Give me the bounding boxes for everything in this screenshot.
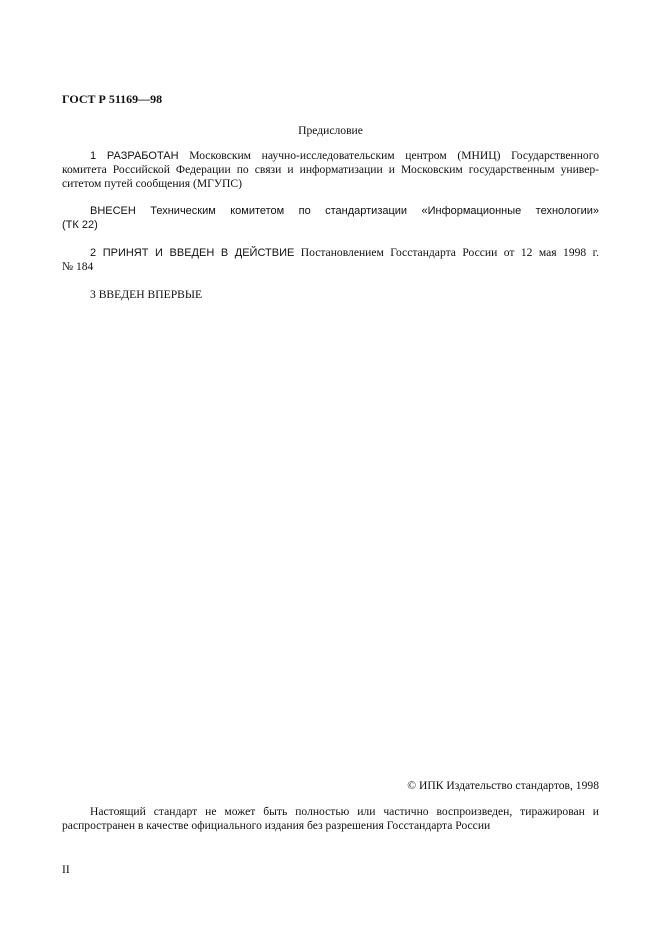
paragraph-2-text: Постановлением Госстандарта России от 12 мая 1998 г. bbox=[300, 246, 599, 259]
paragraph-vnesen-line-2: (ТК 22) bbox=[62, 219, 98, 231]
paragraph-1-line-2: комитета Российской Федерации по связи и информатизации и Московским государственным универ- bbox=[62, 163, 599, 176]
paragraph-1-text: Московским научно-исследовательским центром (МНИЦ) Государственного bbox=[189, 149, 599, 162]
paragraph-2-lead: 2 ПРИНЯТ И ВВЕДЕН В ДЕЙСТВИЕ bbox=[90, 247, 295, 259]
paragraph-2-line-2: № 184 bbox=[62, 260, 94, 273]
paragraph-1-lead: 1 РАЗРАБОТАН bbox=[90, 150, 179, 162]
paragraph-vnesen-line-1: ВНЕСЕН Техническим комитетом по стандартизации «Информационные технологии» bbox=[90, 205, 599, 217]
paragraph-2-line-1 bbox=[90, 246, 599, 260]
copyright: © ИПК Издательство стандартов, 1998 bbox=[407, 779, 599, 792]
paragraph-1-line-3: ситетом путей сообщения (МГУПС) bbox=[62, 177, 243, 190]
paragraph-1-line-1 bbox=[90, 149, 599, 163]
document-code: ГОСТ Р 51169—98 bbox=[62, 92, 163, 106]
page-number: II bbox=[62, 863, 70, 876]
paragraph-3: 3 ВВЕДЕН ВПЕРВЫЕ bbox=[90, 288, 203, 301]
notice-line-2: распространен в качестве официального издания без разрешения Госстандарта России bbox=[62, 819, 491, 832]
section-title: Предисловие bbox=[298, 124, 363, 137]
notice-line-1: Настоящий стандарт не может быть полностью или частично воспроизведен, тиражирован и bbox=[90, 805, 599, 818]
